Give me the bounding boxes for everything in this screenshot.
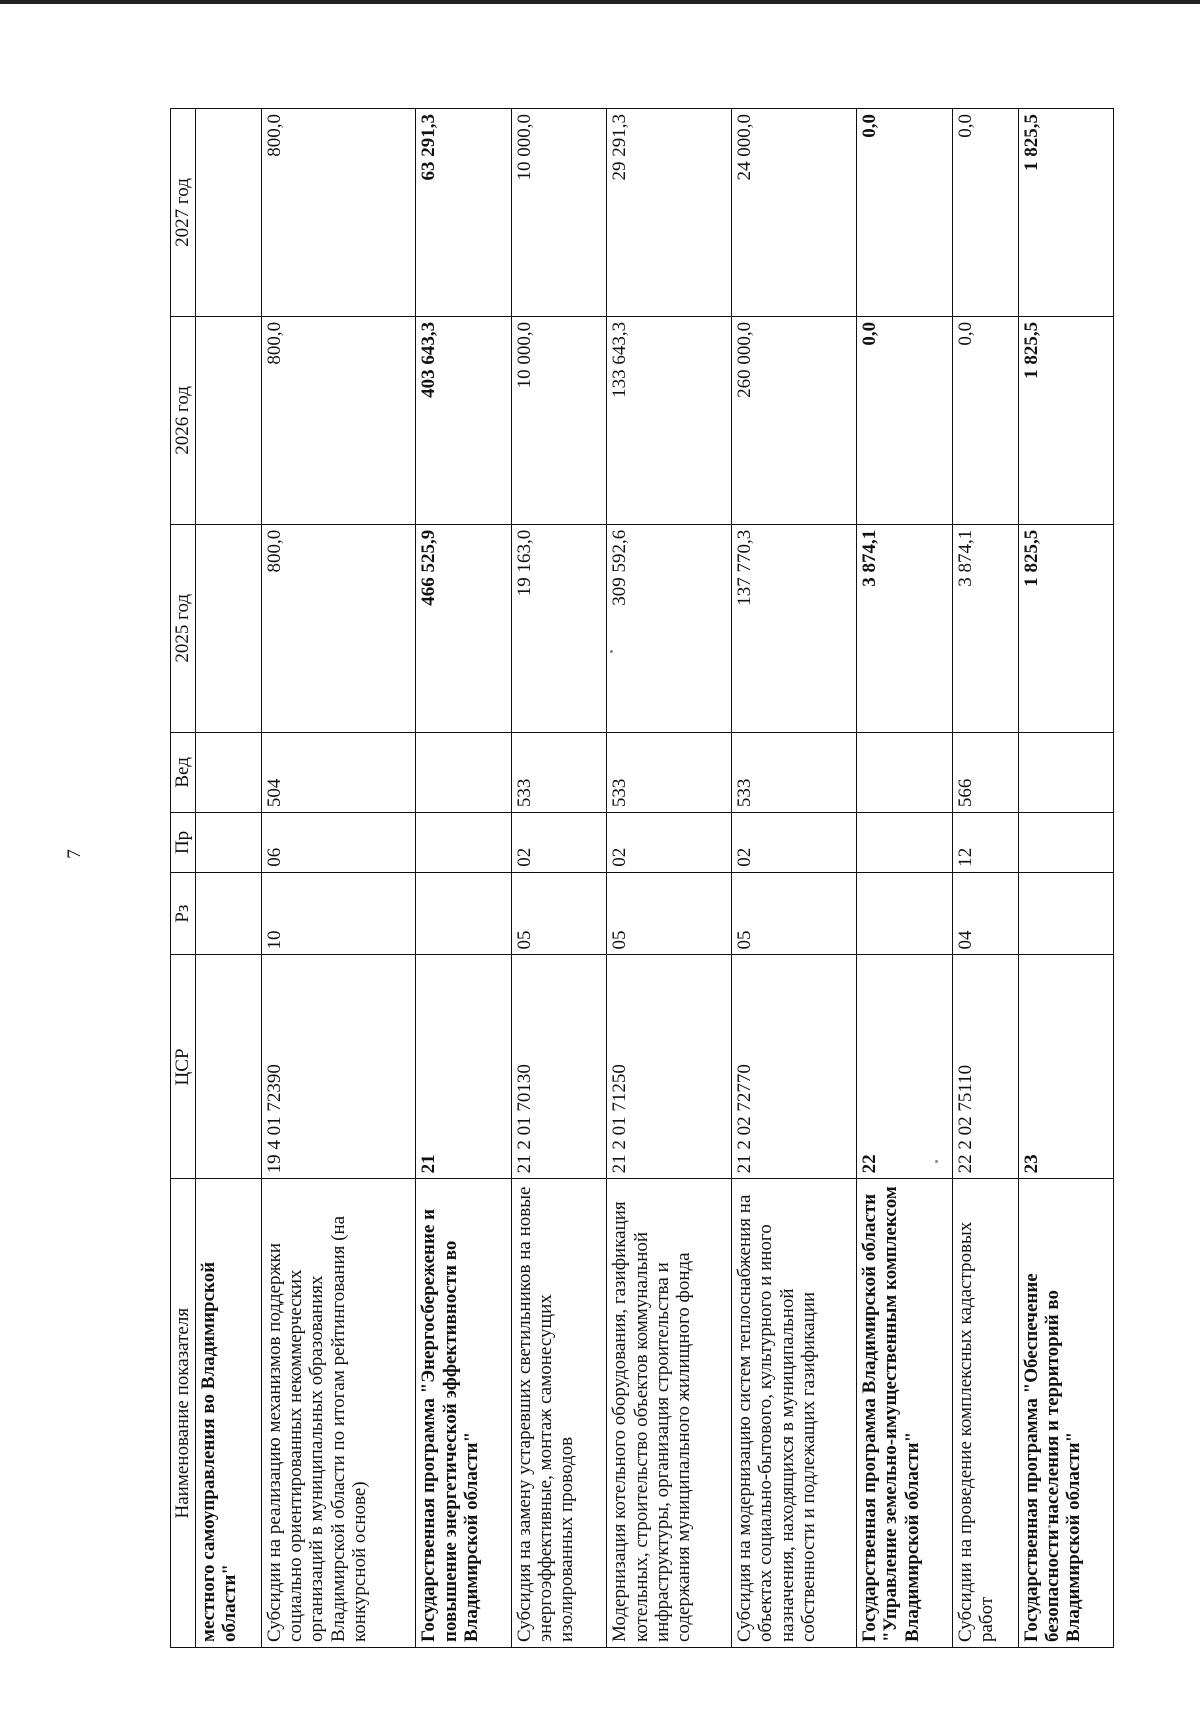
cell-2026: 800,0 [261, 316, 415, 524]
cell-ved [857, 732, 952, 812]
budget-table [170, 108, 1114, 1648]
cell-2027: 24 000,0 [732, 109, 857, 317]
cell-csr: 21 [416, 955, 511, 1179]
budget-table-container [170, 108, 1114, 1648]
cell-2025: 19 163,0 [511, 524, 606, 732]
cell-ved [416, 732, 511, 812]
cell-rz: 05 [732, 872, 857, 955]
cell-name: Модернизация котельного оборудования, газификация котельных, строительство объектов коммунальной инфраструктуры, организация строительства и содержания муниципального жилищного фонда [607, 1179, 732, 1648]
header-2025: 2025 год [171, 524, 196, 732]
cell-name: Субсидия на модернизацию систем теплоснабжения на объектах социально-бытового, культурного и иного назначения, находящихся в муниципальной собственности и подлежащих газификации [732, 1179, 857, 1648]
cell-ved: 566 [952, 732, 1018, 812]
cell-2026: 403 643,3 [416, 316, 511, 524]
cell-2026: 260 000,0 [732, 316, 857, 524]
cell-2027 [196, 109, 262, 317]
table-row [1018, 109, 1114, 1648]
cell-pr: 12 [952, 813, 1018, 873]
cell-pr: 06 [261, 813, 415, 873]
cell-2025: 3 874,1 [857, 524, 952, 732]
cell-ved: 533 [732, 732, 857, 812]
cell-2026 [196, 316, 262, 524]
table-row [857, 109, 952, 1648]
table-row [607, 109, 732, 1648]
cell-csr: 22 [857, 955, 952, 1179]
cell-csr: 21 2 01 71250 [607, 955, 732, 1179]
cell-csr: 23 [1018, 955, 1114, 1179]
cell-2027: 29 291,3 [607, 109, 732, 317]
cell-pr [857, 813, 952, 873]
cell-ved [196, 732, 262, 812]
cell-2025 [196, 524, 262, 732]
cell-csr: 22 2 02 75110 [952, 955, 1018, 1179]
cell-2026: 10 000,0 [511, 316, 606, 524]
cell-name: Субсидия на замену устаревших светильников на новые энергоэффективные, монтаж самонесущих изолированных проводов [511, 1179, 606, 1648]
cell-ved [1018, 732, 1114, 812]
cell-ved: 533 [607, 732, 732, 812]
cell-2027: 1 825,5 [1018, 109, 1114, 317]
cell-name: Государственная программа "Обеспечение безопасности населения и территорий во Владимирской области" [1018, 1179, 1114, 1648]
cell-pr [1018, 813, 1114, 873]
header-csr: ЦСР [171, 955, 196, 1179]
table-row [196, 109, 262, 1648]
cell-pr [416, 813, 511, 873]
header-2026: 2026 год [171, 316, 196, 524]
cell-2027: 63 291,3 [416, 109, 511, 317]
cell-2025: 1 825,5 [1018, 524, 1114, 732]
cell-2025: 800,0 [261, 524, 415, 732]
cell-rz [196, 872, 262, 955]
cell-pr: 02 [607, 813, 732, 873]
cell-2027: 0,0 [952, 109, 1018, 317]
cell-name: Субсидии на проведение комплексных кадастровых работ [952, 1179, 1018, 1648]
header-pr: Пр [171, 813, 196, 873]
cell-2025: 466 525,9 [416, 524, 511, 732]
scan-top-edge [0, 0, 1200, 4]
cell-rz [857, 872, 952, 955]
cell-2027: 10 000,0 [511, 109, 606, 317]
cell-rz [1018, 872, 1114, 955]
cell-2027: 800,0 [261, 109, 415, 317]
cell-2025: 3 874,1 [952, 524, 1018, 732]
cell-pr [196, 813, 262, 873]
cell-name: местного самоуправления во Владимирской области" [196, 1179, 262, 1648]
table-row [261, 109, 415, 1648]
cell-name: Субсидии на реализацию механизмов поддержки социально ориентированных некоммерческих организаций в муниципальных образованиях Владимирской области по итогам рейтингования (на конкурсной основе) [261, 1179, 415, 1648]
cell-rz: 04 [952, 872, 1018, 955]
cell-ved: 504 [261, 732, 415, 812]
cell-pr: 02 [732, 813, 857, 873]
cell-2027: 0,0 [857, 109, 952, 317]
cell-ved: 533 [511, 732, 606, 812]
cell-rz: 05 [607, 872, 732, 955]
cell-csr: 21 2 02 72770 [732, 955, 857, 1179]
header-ved: Вед [171, 732, 196, 812]
cell-2026: 0,0 [857, 316, 952, 524]
cell-2026: 1 825,5 [1018, 316, 1114, 524]
cell-rz: 05 [511, 872, 606, 955]
cell-2025: 137 770,3 [732, 524, 857, 732]
cell-rz [416, 872, 511, 955]
cell-csr: 19 4 01 72390 [261, 955, 415, 1179]
table-header-row [171, 109, 196, 1648]
cell-rz: 10 [261, 872, 415, 955]
header-rz: Рз [171, 872, 196, 955]
table-row [732, 109, 857, 1648]
table-body [196, 109, 1114, 1648]
table-row [511, 109, 606, 1648]
cell-pr: 02 [511, 813, 606, 873]
header-2027: 2027 год [171, 109, 196, 317]
header-name: Наименование показателя [171, 1179, 196, 1648]
cell-2025: 309 592,6 [607, 524, 732, 732]
cell-name: Государственная программа Владимирской области "Управление земельно-имущественным комплексом Владимирской области" [857, 1179, 952, 1648]
cell-2026: 133 643,3 [607, 316, 732, 524]
cell-name: Государственная программа "Энергосбережение и повышение энергетической эффективности во Владимирской области" [416, 1179, 511, 1648]
page-number: 7 [63, 849, 85, 859]
table-row [416, 109, 511, 1648]
cell-csr: 21 2 01 70130 [511, 955, 606, 1179]
cell-2026: 0,0 [952, 316, 1018, 524]
table-row [952, 109, 1018, 1648]
cell-csr [196, 955, 262, 1179]
